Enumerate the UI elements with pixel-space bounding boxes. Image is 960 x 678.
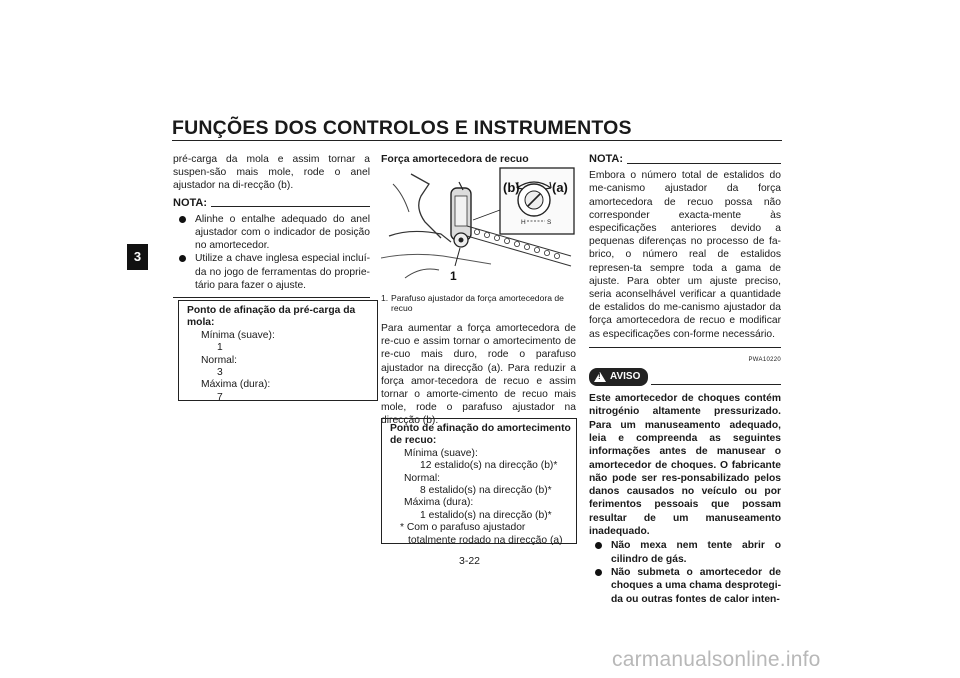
list-item-text: Não submeta o amortecedor de choques a uma chama desprotegi-da ou outras fontes de calor inten- [611,566,781,605]
aviso-rule [651,384,781,385]
nota-paragraph: Embora o número total de estalidos do me-canismo ajustador da força amortecedora de recuo possa não corresponder exacta-mente às especificações anteriores devido a pequenas diferenças no processo de fa-brico, o número real de estalidos represen-ta sempre toda a gama de ajuste. Para obter um ajuste preciso, seria aconselhável verificar a quantidade de estalidos do me-canismo ajustador da força amortecedora de recuo e modificar as especificações con-forme necessário. [589,170,781,340]
spec-label: Mínima (suave): [201,329,275,341]
spec-label: Máxima (dura): [404,497,474,509]
scale-h-label: H [521,219,526,226]
warning-code: PWA10220 [748,356,781,363]
list-item-text: Utilize a chave inglesa especial incluí-da no jogo de ferramentas do proprie-tário para fazer o ajuste. [195,253,370,291]
nota-label: NOTA: [173,196,208,209]
warning-bullets [589,539,781,605]
direction-b-label: (b) [503,180,520,195]
page-title: FUNÇÕES DOS CONTROLOS E INSTRUMENTOS [172,117,632,139]
spec-value: 8 estalido(s) na direcção (b)* [420,485,552,497]
spec-heading: Ponto de afinação do amortecimento de recuo: [390,423,571,447]
nota-rule [211,199,370,207]
warning-triangle-icon [594,372,606,382]
spec-label: Máxima (dura): [201,379,271,391]
spec-label: Normal: [201,354,238,366]
nota-heading [173,197,370,210]
list-item-text: Não mexa nem tente abrir o cilindro de gás. [611,540,781,565]
nota-rule [627,156,781,164]
spec-label: Mínima (suave): [404,447,478,459]
bullet-dot-icon [179,216,186,223]
spec-footnote: * Com o parafuso ajustador totalmente rodado na direcção (a) [400,522,563,546]
page-number: 3-22 [459,555,481,567]
preload-spec-box [178,300,378,401]
title-rule [172,140,782,141]
chapter-tab: 3 [127,244,148,270]
direction-a-label: (a) [552,180,568,195]
column-1 [173,153,370,298]
nota-end-rule [589,347,781,348]
aviso-badge [589,368,648,386]
scale-s-label: S [547,219,552,226]
spec-value: 1 [217,342,223,354]
callout-1: 1 [450,269,457,283]
spec-value: 7 [217,391,223,403]
bullet-dot-icon [179,255,186,262]
nota-end-rule [173,297,370,298]
bullet-dot-icon [595,569,602,576]
caption-number: 1. [381,293,389,303]
spec-value: 3 [217,367,223,379]
watermark: carmanualsonline.info [612,648,821,671]
aviso-label: AVISO [610,371,641,383]
spec-value: 1 estalido(s) na direcção (b)* [420,509,552,521]
column-3 [589,153,781,606]
aviso-heading [589,368,781,386]
rebound-adjuster-figure [381,166,576,290]
spec-heading: Ponto de afinação da pré-carga da mola: [187,305,356,329]
list-item [589,539,781,566]
list-item-text: Alinhe o entalhe adequado do anel ajustador com o indicador de posição no amortecedor. [195,213,370,252]
caption-text: Parafuso ajustador da força amortecedora de recuo [391,293,564,314]
list-item [173,252,370,292]
figure-caption [381,293,576,314]
warning-paragraph: Este amortecedor de choques contém nitrogénio altamente pressurizado. Para um manuseamento adequado, leia e compreenda as seguintes informações antes de manusear o amortecedor de choques. O fabricante não pode ser res-ponsabilizado pelos danos causados no veículo ou por ferimentos pessoais que possam resultar de um manuseamento inadequado. [589,393,781,538]
nota-label: NOTA: [589,153,624,165]
section-heading: Força amortecedora de recuo [381,153,529,165]
nota-heading [589,153,781,166]
list-item [173,213,370,253]
rebound-spec-box [381,418,577,544]
rebound-body-paragraph: Para aumentar a força amortecedora de re-cuo e assim tornar o amortecimento de re-cuo mais duro, rode o parafuso ajustador na direcção (a). Para reduzir a força amor-tecedora de recuo e assim tornar o amorte-cimento de recuo mais mole, rode o parafuso ajustador na direcção (b). [381,323,576,427]
spec-value: 12 estalido(s) na direcção (b)* [420,460,558,472]
nota-bullets [173,213,370,292]
intro-paragraph: pré-carga da mola e assim tornar a suspen-são mais mole, rode o anel ajustador na di-recção (b). [173,154,370,192]
spec-label: Normal: [404,472,441,484]
bullet-dot-icon [595,542,602,549]
list-item [589,566,781,606]
